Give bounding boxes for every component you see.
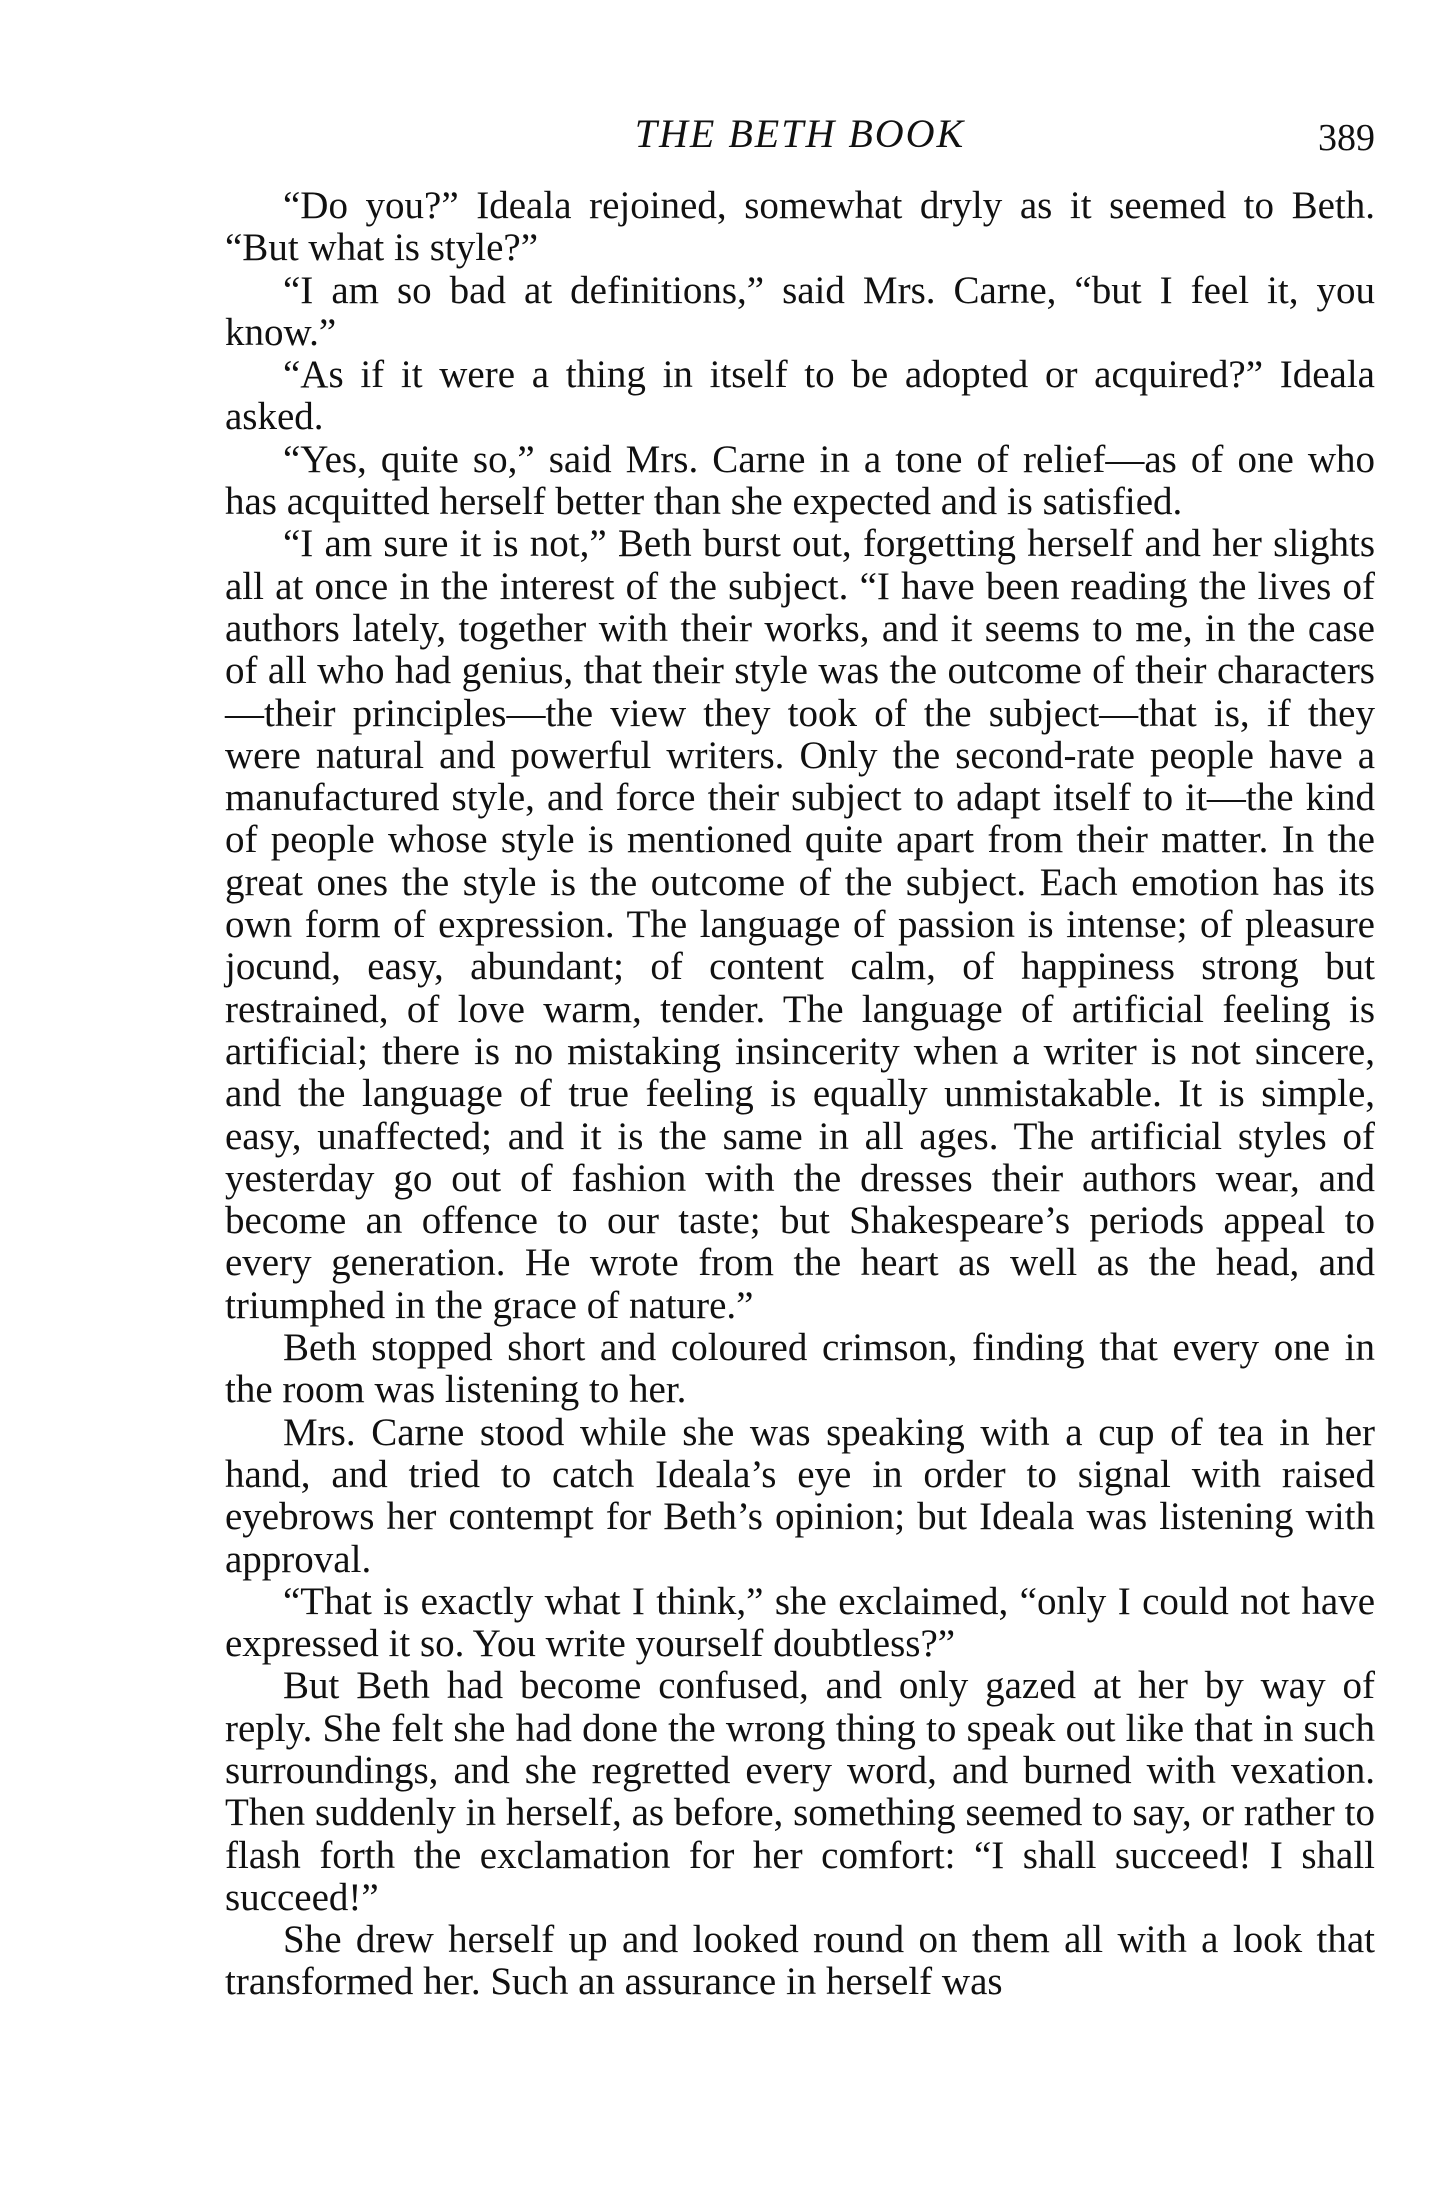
paragraph: But Beth had become confused, and only gazed at her by way of reply. She felt she had done the wrong thing to speak out like that in such surroundings, and she regretted every word, and burned with vexation. Then suddenly in herself, as before, something seemed to say, or rather to flash forth the exclamation for her comfort: “I shall succeed! I shall succeed!” xyxy=(225,1664,1375,1919)
running-title: THE BETH BOOK xyxy=(634,111,966,156)
page-number: 389 xyxy=(1318,117,1375,159)
paragraph: “Yes, quite so,” said Mrs. Carne in a tone of relief—as of one who has acquitted herself better than she expected and is satisfied. xyxy=(225,437,1375,524)
paragraph: “I am sure it is not,” Beth burst out, forgetting herself and her slights all at once in the interest of the subject. “I have been reading the lives of authors lately, together with their works, and it seems to me, in the case of all who had genius, that their style was the outcome of their characters—their principles—the view they took of the subject—that is, if they were natural and powerful writers. Only the second-rate people have a manufactured style, and force their subject to adapt itself to it—the kind of people whose style is mentioned quite apart from their matter. In the great ones the style is the outcome of the subject. Each emotion has its own form of expression. The language of passion is intense; of pleasure jocund, easy, abundant; of content calm, of happiness strong but restrained, of love warm, tender. The language of artificial feeling is artificial; there is no mistaking insincerity when a writer is not sincere, and the language of true feeling is equally unmistakable. It is simple, easy, unaffected; and it is the same in all ages. The artificial styles of yesterday go out of fashion with the dresses their authors wear, and become an offence to our taste; but Shakespeare’s periods appeal to every generation. He wrote from the heart as well as the head, and triumphed in the grace of nature.” xyxy=(225,522,1375,1327)
body-text xyxy=(225,185,1375,2004)
paragraph: Mrs. Carne stood while she was speaking with a cup of tea in her hand, and tried to catch Ideala’s eye in order to signal with raised eyebrows her contempt for Beth’s opinion; but Ideala was listening with approval. xyxy=(225,1410,1375,1581)
paragraph: Beth stopped short and coloured crimson, finding that every one in the room was listening to her. xyxy=(225,1326,1375,1412)
paragraph: “Do you?” Ideala rejoined, somewhat dryly as it seemed to Beth. “But what is style?” xyxy=(225,184,1375,270)
paragraph: “I am so bad at definitions,” said Mrs. Carne, “but I feel it, you know.” xyxy=(225,268,1375,354)
paragraph: “As if it were a thing in itself to be adopted or acquired?” Ideala asked. xyxy=(225,353,1375,439)
page-header xyxy=(225,110,1375,170)
paragraph: She drew herself up and looked round on them all with a look that transformed her. Such an assurance in herself was xyxy=(225,1918,1375,2004)
paragraph: “That is exactly what I think,” she exclaimed, “only I could not have expressed it so. You write yourself doubtless?” xyxy=(225,1579,1375,1666)
